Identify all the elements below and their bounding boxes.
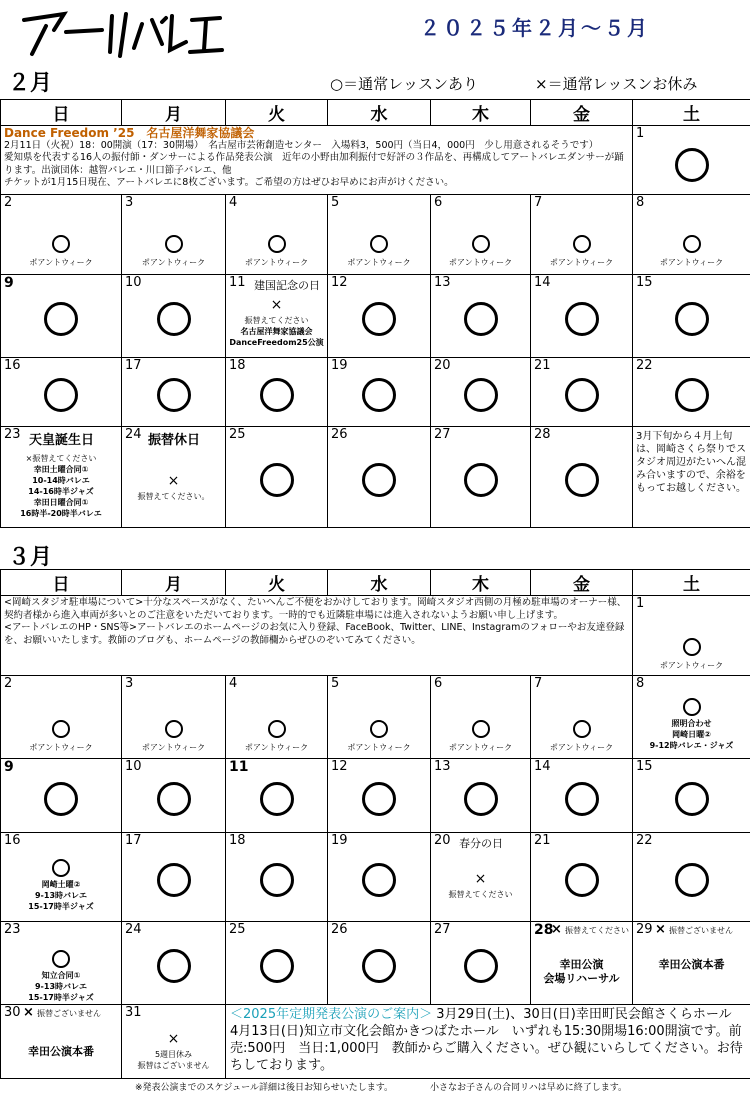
- day-cell: 20 春分の日 × 振替えてください: [431, 833, 531, 922]
- weekday-tue: 火: [226, 570, 328, 596]
- weekday-sat: 土: [633, 100, 750, 126]
- art-ballet-logo: [16, 2, 226, 64]
- date-range: ２０２５年２月～５月: [420, 16, 650, 40]
- day-cell: 19: [328, 833, 431, 922]
- day-cell: 18: [226, 358, 328, 427]
- legend-closed: ×＝通常レッスンお休み: [535, 75, 698, 93]
- day-cell: 23 天皇誕生日 ×振替えてください 幸田土曜合同① 10-14時バレエ 14-16時半ジャズ 幸田日曜合同① 16時半-20時半バレエ: [1, 427, 122, 528]
- day-cell: 19: [328, 358, 431, 427]
- day-cell: 6 ポアントウィーク: [431, 676, 531, 759]
- event-line-3: チケットが1月15日現在、アートバレエに8枚ございます。ご希望の方はぜひお早めにお声がけください。: [4, 177, 454, 188]
- event-line-1: 2月11日（火祝）18：00開演（17：30開場） 名古屋市芸術創造センター 入場料3，500円（当日4，000円 少し用意されるそうです）: [4, 139, 599, 151]
- day-cell: 9: [1, 759, 122, 833]
- day-cell: 6 ポアントウィーク: [431, 195, 531, 275]
- day-cell: 1: [633, 126, 750, 195]
- day-cell: 8 ポアントウィーク: [633, 195, 750, 275]
- day-cell: 22: [633, 358, 750, 427]
- weekday-mon: 月: [122, 570, 226, 596]
- weekday-fri: 金: [531, 100, 633, 126]
- day-cell: 14: [531, 275, 633, 358]
- recital-info: [226, 1005, 750, 1079]
- event-info-cell: [1, 126, 633, 195]
- day-cell: 7 ポアントウィーク: [531, 195, 633, 275]
- calendar-mar: [0, 569, 750, 1079]
- day-cell: 3 ポアントウィーク: [122, 676, 226, 759]
- day-cell: 10: [122, 275, 226, 358]
- day-cell: 2 ポアントウィーク: [1, 195, 122, 275]
- day-cell: 1 ポアントウィーク: [633, 596, 750, 676]
- weekday-sat: 土: [633, 570, 750, 596]
- day-cell: 15: [633, 759, 750, 833]
- day-cell: 4 ポアントウィーク: [226, 676, 328, 759]
- weekday-wed: 水: [328, 570, 431, 596]
- day-cell: 10: [122, 759, 226, 833]
- month-title-mar: ３月: [8, 545, 53, 570]
- day-cell: 9: [1, 275, 122, 358]
- day-cell: 8 照明合わせ 岡崎日曜② 9-12時バレエ・ジャズ: [633, 676, 750, 759]
- day-cell: 27: [431, 922, 531, 1005]
- event-line-2: 愛知県を代表する16人の振付師・ダンサーによる作品発表公演 近年の小野由加利振付で好評の３作品を、再構成してアートバレエダンサーが踊ります。出演団体：越智バレエ・川口節子バレエ、他: [4, 152, 624, 176]
- weekday-fri: 金: [531, 570, 633, 596]
- day-cell: 26: [328, 922, 431, 1005]
- footer-left: ※発表公演までのスケジュール詳細は後日お知らせいたします。: [135, 1083, 394, 1093]
- notice-cell: [1, 596, 633, 676]
- calendar-feb: [0, 99, 750, 528]
- day-cell: 21: [531, 833, 633, 922]
- month-title-feb: ２月: [8, 71, 53, 96]
- day-cell: 23 知立合同① 9-13時バレエ 15-17時半ジャズ: [1, 922, 122, 1005]
- sns-notice: <アートバレエのHP・SNS等>アートバレエのホームページのお気に入り登録、FaceBook、Twitter、LINE、Instagramのフォローやお友達登録を、お願いいたします。教師のブログも、ホームページの教師欄からぜひのぞいてみてください。: [4, 622, 625, 646]
- day-cell: 22: [633, 833, 750, 922]
- day-cell: 18: [226, 833, 328, 922]
- day-cell: 25: [226, 922, 328, 1005]
- day-cell: 28: [531, 427, 633, 528]
- day-cell: 25: [226, 427, 328, 528]
- day-cell: 2 ポアントウィーク: [1, 676, 122, 759]
- day-cell: 27: [431, 427, 531, 528]
- parking-notice: <岡崎スタジオ駐車場について>十分なスペースがなく、たいへんご不便をおかけしております。岡崎スタジオ西側の月極め駐車場のオーナー様、契約者様から進入車両が多いとのご注意をいただいております。一時的でも近隣駐車場には進入されないようお願い申し上げます。: [4, 597, 627, 621]
- day-cell: 7 ポアントウィーク: [531, 676, 633, 759]
- side-note: 3月下旬から４月上旬は、岡崎さくら祭りでスタジオ周辺がたいへん混み合いますので、余裕をもってお越しください。: [633, 427, 750, 528]
- day-cell: 15: [633, 275, 750, 358]
- weekday-sun: 日: [1, 570, 122, 596]
- day-cell: 29 × 振替ございません 幸田公演本番: [633, 922, 750, 1005]
- day-cell: 11 建国記念の日 × 振替えてください 名古屋洋舞家協議会 DanceFreedom25公演: [226, 275, 328, 358]
- day-cell: 30 × 振替ございません 幸田公演本番: [1, 1005, 122, 1079]
- day-cell: 24: [122, 922, 226, 1005]
- day-cell: 3 ポアントウィーク: [122, 195, 226, 275]
- event-title: Dance Freedom ’25 名古屋洋舞家協議会: [4, 126, 255, 140]
- day-cell: 4 ポアントウィーク: [226, 195, 328, 275]
- day-cell: 5 ポアントウィーク: [328, 676, 431, 759]
- day-cell: 21: [531, 358, 633, 427]
- weekday-mon: 月: [122, 100, 226, 126]
- day-cell: 26: [328, 427, 431, 528]
- day-cell: 16 岡崎土曜② 9-13時バレエ 15-17時半ジャズ: [1, 833, 122, 922]
- day-cell: 28 × 振替えてください 幸田公演 会場リハーサル: [531, 922, 633, 1005]
- day-cell: 20: [431, 358, 531, 427]
- day-cell: 11: [226, 759, 328, 833]
- recital-title: ＜2025年定期発表公演のご案内＞: [230, 1007, 433, 1022]
- day-cell: 5 ポアントウィーク: [328, 195, 431, 275]
- weekday-tue: 火: [226, 100, 328, 126]
- weekday-sun: 日: [1, 100, 122, 126]
- legend-normal: ○＝通常レッスンあり: [330, 75, 478, 93]
- day-cell: 24 振替休日 × 振替えてください。: [122, 427, 226, 528]
- recital-text: 3月29日(土)、30日(日)幸田町民会館さくらホール 4月13日(日)知立市文化会館かきつばたホール いずれも15:30開場16:00開演です。前売:500円 当日:1,000円 教師からご購入ください。ぜひ観にいらしてください。お待ちしております。: [230, 1007, 745, 1073]
- day-cell: 12: [328, 275, 431, 358]
- weekday-thu: 木: [431, 570, 531, 596]
- footer-right: 小さなお子さんの合同リハは早めに終了します。: [430, 1083, 628, 1093]
- day-cell: 13: [431, 275, 531, 358]
- day-cell: 17: [122, 358, 226, 427]
- day-cell: 17: [122, 833, 226, 922]
- day-cell: 12: [328, 759, 431, 833]
- day-cell: 14: [531, 759, 633, 833]
- day-cell: 16: [1, 358, 122, 427]
- weekday-wed: 水: [328, 100, 431, 126]
- weekday-thu: 木: [431, 100, 531, 126]
- day-cell: 13: [431, 759, 531, 833]
- day-cell: 31 × 5週目休み 振替はございません: [122, 1005, 226, 1079]
